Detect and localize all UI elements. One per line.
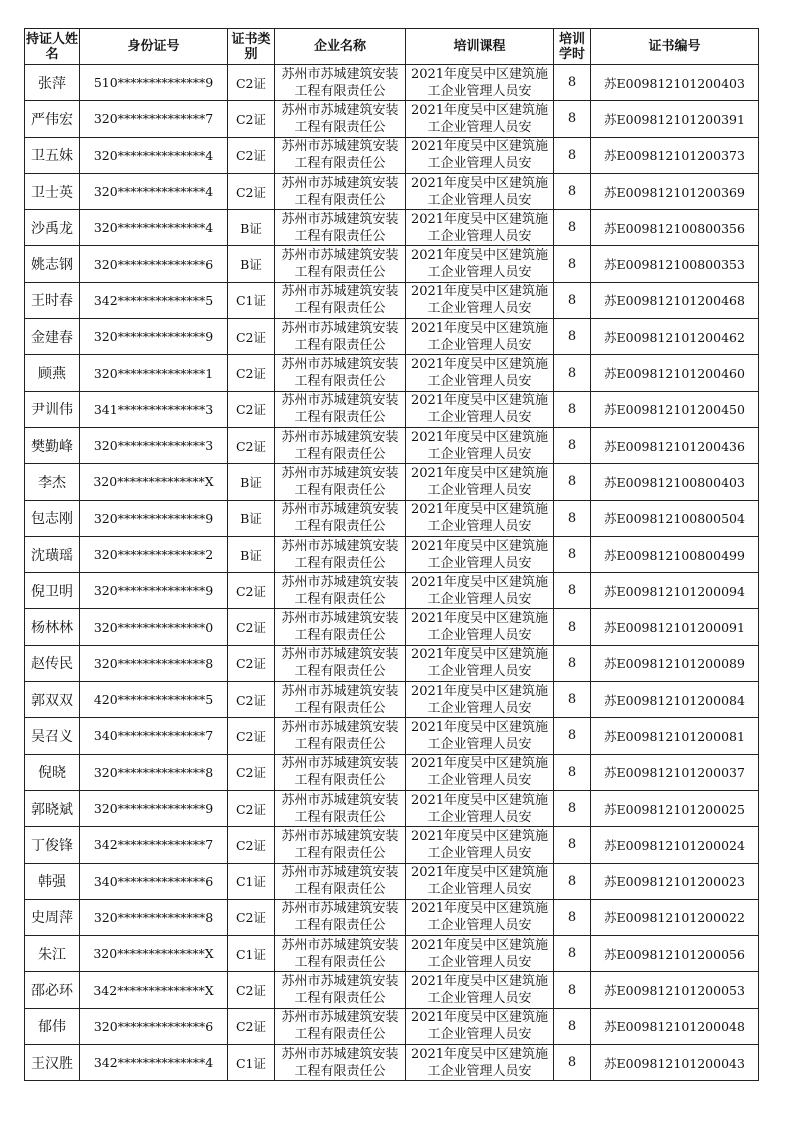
- cell-cert-class: C2证: [228, 718, 275, 754]
- cell-hours: 8: [554, 173, 591, 209]
- company-text: 苏州市苏城建筑安装工程有限责任公: [281, 465, 399, 498]
- table-row: [25, 573, 759, 609]
- cell-hours: 8: [554, 282, 591, 318]
- certificate-table: [24, 28, 759, 1081]
- cell-holder-name: 严伟宏: [25, 101, 80, 137]
- cell-id-number: 320**************9: [80, 500, 228, 536]
- cell-company: [275, 573, 406, 609]
- cell-company: [275, 246, 406, 282]
- cell-cert-number: 苏E009812101200081: [591, 718, 759, 754]
- cell-holder-name: 尹训伟: [25, 391, 80, 427]
- company-text: 苏州市苏城建筑安装工程有限责任公: [281, 429, 399, 462]
- cell-holder-name: 吴召义: [25, 718, 80, 754]
- cell-course: [406, 645, 554, 681]
- cell-holder-name: 赵传民: [25, 645, 80, 681]
- cell-company: [275, 790, 406, 826]
- course-text: 2021年度吴中区建筑施工企业管理人员安: [410, 248, 549, 281]
- cell-id-number: 320**************9: [80, 573, 228, 609]
- table-row: [25, 210, 759, 246]
- cell-company: [275, 899, 406, 935]
- table-row: [25, 899, 759, 935]
- cell-cert-number: 苏E009812101200436: [591, 427, 759, 463]
- cell-holder-name: 樊勤峰: [25, 427, 80, 463]
- cell-course: [406, 1045, 554, 1081]
- cell-company: [275, 536, 406, 572]
- cell-course: [406, 790, 554, 826]
- cell-cert-number: 苏E009812101200403: [591, 65, 759, 101]
- cell-holder-name: 丁俊锋: [25, 827, 80, 863]
- cell-holder-name: 姚志钢: [25, 246, 80, 282]
- cell-cert-class: B证: [228, 464, 275, 500]
- cell-company: [275, 101, 406, 137]
- cell-cert-class: C2证: [228, 972, 275, 1008]
- course-text: 2021年度吴中区建筑施工企业管理人员安: [410, 683, 549, 716]
- company-text: 苏州市苏城建筑安装工程有限责任公: [281, 284, 399, 317]
- cell-cert-number: 苏E009812101200089: [591, 645, 759, 681]
- cell-cert-class: C1证: [228, 863, 275, 899]
- table-row: [25, 282, 759, 318]
- cell-cert-number: 苏E009812101200369: [591, 173, 759, 209]
- table-row: [25, 427, 759, 463]
- course-text: 2021年度吴中区建筑施工企业管理人员安: [410, 320, 549, 353]
- cell-course: [406, 573, 554, 609]
- table-row: [25, 319, 759, 355]
- cell-company: [275, 500, 406, 536]
- cell-hours: 8: [554, 827, 591, 863]
- cell-hours: 8: [554, 609, 591, 645]
- cell-course: [406, 137, 554, 173]
- cell-company: [275, 319, 406, 355]
- table-row: [25, 682, 759, 718]
- cell-cert-number: 苏E009812100800504: [591, 500, 759, 536]
- cell-cert-class: B证: [228, 536, 275, 572]
- cell-company: [275, 173, 406, 209]
- course-text: 2021年度吴中区建筑施工企业管理人员安: [410, 756, 549, 789]
- cell-id-number: 342**************7: [80, 827, 228, 863]
- cell-hours: 8: [554, 972, 591, 1008]
- cell-id-number: 320**************8: [80, 754, 228, 790]
- course-text: 2021年度吴中区建筑施工企业管理人员安: [410, 139, 549, 172]
- cell-company: [275, 210, 406, 246]
- cell-holder-name: 卫五妹: [25, 137, 80, 173]
- cell-hours: 8: [554, 718, 591, 754]
- cell-course: [406, 1008, 554, 1044]
- cell-hours: 8: [554, 645, 591, 681]
- company-text: 苏州市苏城建筑安装工程有限责任公: [281, 719, 399, 752]
- company-text: 苏州市苏城建筑安装工程有限责任公: [281, 139, 399, 172]
- cell-company: [275, 464, 406, 500]
- cell-hours: 8: [554, 101, 591, 137]
- cell-cert-class: C2证: [228, 899, 275, 935]
- cell-holder-name: 李杰: [25, 464, 80, 500]
- header-row: [25, 29, 759, 65]
- cell-id-number: 320**************1: [80, 355, 228, 391]
- cell-id-number: 320**************9: [80, 790, 228, 826]
- header-id-number: 身份证号: [80, 29, 228, 65]
- cell-cert-class: C2证: [228, 65, 275, 101]
- cell-holder-name: 沈璜瑶: [25, 536, 80, 572]
- cell-course: [406, 936, 554, 972]
- cell-hours: 8: [554, 246, 591, 282]
- cell-holder-name: 王汉胜: [25, 1045, 80, 1081]
- cell-company: [275, 863, 406, 899]
- cell-company: [275, 1008, 406, 1044]
- cell-cert-number: 苏E009812101200468: [591, 282, 759, 318]
- cell-hours: 8: [554, 500, 591, 536]
- cell-holder-name: 卫士英: [25, 173, 80, 209]
- cell-id-number: 342**************5: [80, 282, 228, 318]
- course-text: 2021年度吴中区建筑施工企业管理人员安: [410, 901, 549, 934]
- table-row: [25, 790, 759, 826]
- cell-company: [275, 936, 406, 972]
- cell-holder-name: 金建春: [25, 319, 80, 355]
- cell-company: [275, 682, 406, 718]
- table-row: [25, 718, 759, 754]
- cell-cert-number: 苏E009812100800353: [591, 246, 759, 282]
- company-text: 苏州市苏城建筑安装工程有限责任公: [281, 66, 399, 99]
- cell-course: [406, 464, 554, 500]
- cell-cert-class: C2证: [228, 137, 275, 173]
- company-text: 苏州市苏城建筑安装工程有限责任公: [281, 647, 399, 680]
- cell-course: [406, 863, 554, 899]
- cell-company: [275, 754, 406, 790]
- cell-company: [275, 609, 406, 645]
- cell-cert-class: C2证: [228, 573, 275, 609]
- cell-id-number: 420**************5: [80, 682, 228, 718]
- cell-cert-number: 苏E009812101200391: [591, 101, 759, 137]
- course-text: 2021年度吴中区建筑施工企业管理人员安: [410, 1046, 549, 1079]
- header-hours: 培训学时: [554, 29, 591, 65]
- cell-holder-name: 史周萍: [25, 899, 80, 935]
- company-text: 苏州市苏城建筑安装工程有限责任公: [281, 1010, 399, 1043]
- cell-hours: 8: [554, 863, 591, 899]
- header-course: 培训课程: [406, 29, 554, 65]
- table-row: [25, 863, 759, 899]
- cell-course: [406, 609, 554, 645]
- cell-hours: 8: [554, 427, 591, 463]
- cell-course: [406, 536, 554, 572]
- cell-course: [406, 101, 554, 137]
- cell-cert-class: C2证: [228, 391, 275, 427]
- cell-cert-class: C1证: [228, 282, 275, 318]
- cell-company: [275, 355, 406, 391]
- cell-hours: 8: [554, 899, 591, 935]
- cell-id-number: 320**************6: [80, 1008, 228, 1044]
- cell-company: [275, 972, 406, 1008]
- course-text: 2021年度吴中区建筑施工企业管理人员安: [410, 574, 549, 607]
- cell-course: [406, 210, 554, 246]
- cell-hours: 8: [554, 137, 591, 173]
- cell-hours: 8: [554, 464, 591, 500]
- company-text: 苏州市苏城建筑安装工程有限责任公: [281, 611, 399, 644]
- cell-cert-class: C2证: [228, 790, 275, 826]
- cell-company: [275, 282, 406, 318]
- cell-cert-class: C2证: [228, 319, 275, 355]
- cell-holder-name: 王时春: [25, 282, 80, 318]
- cell-hours: 8: [554, 682, 591, 718]
- company-text: 苏州市苏城建筑安装工程有限责任公: [281, 937, 399, 970]
- table-row: [25, 391, 759, 427]
- cell-hours: 8: [554, 355, 591, 391]
- cell-id-number: 320**************8: [80, 899, 228, 935]
- cell-holder-name: 郁伟: [25, 1008, 80, 1044]
- table-row: [25, 355, 759, 391]
- cell-id-number: 320**************4: [80, 137, 228, 173]
- cell-holder-name: 包志刚: [25, 500, 80, 536]
- table-row: [25, 464, 759, 500]
- table-row: [25, 754, 759, 790]
- company-text: 苏州市苏城建筑安装工程有限责任公: [281, 574, 399, 607]
- cell-id-number: 320**************0: [80, 609, 228, 645]
- cell-course: [406, 65, 554, 101]
- cell-id-number: 320**************2: [80, 536, 228, 572]
- cell-company: [275, 645, 406, 681]
- cell-course: [406, 319, 554, 355]
- cell-cert-number: 苏E009812101200025: [591, 790, 759, 826]
- header-company: 企业名称: [275, 29, 406, 65]
- cell-cert-number: 苏E009812101200462: [591, 319, 759, 355]
- cell-cert-class: C2证: [228, 754, 275, 790]
- table-row: [25, 1008, 759, 1044]
- cell-hours: 8: [554, 754, 591, 790]
- cell-cert-class: C2证: [228, 355, 275, 391]
- table-row: [25, 500, 759, 536]
- cell-hours: 8: [554, 1008, 591, 1044]
- table-row: [25, 827, 759, 863]
- cell-holder-name: 郭双双: [25, 682, 80, 718]
- cell-hours: 8: [554, 936, 591, 972]
- cell-hours: 8: [554, 573, 591, 609]
- cell-cert-number: 苏E009812101200023: [591, 863, 759, 899]
- cell-id-number: 320**************4: [80, 173, 228, 209]
- table-row: [25, 645, 759, 681]
- cell-id-number: 340**************7: [80, 718, 228, 754]
- cell-id-number: 320**************9: [80, 319, 228, 355]
- company-text: 苏州市苏城建筑安装工程有限责任公: [281, 538, 399, 571]
- company-text: 苏州市苏城建筑安装工程有限责任公: [281, 320, 399, 353]
- cell-cert-number: 苏E009812101200094: [591, 573, 759, 609]
- course-text: 2021年度吴中区建筑施工企业管理人员安: [410, 284, 549, 317]
- cell-cert-number: 苏E009812101200056: [591, 936, 759, 972]
- table-row: [25, 101, 759, 137]
- course-text: 2021年度吴中区建筑施工企业管理人员安: [410, 357, 549, 390]
- cell-company: [275, 1045, 406, 1081]
- table-row: [25, 609, 759, 645]
- cell-course: [406, 500, 554, 536]
- cell-hours: 8: [554, 391, 591, 427]
- table-row: [25, 936, 759, 972]
- cell-cert-number: 苏E009812101200022: [591, 899, 759, 935]
- cell-cert-class: C2证: [228, 682, 275, 718]
- cell-course: [406, 754, 554, 790]
- company-text: 苏州市苏城建筑安装工程有限责任公: [281, 357, 399, 390]
- cell-cert-number: 苏E009812101200450: [591, 391, 759, 427]
- course-text: 2021年度吴中区建筑施工企业管理人员安: [410, 865, 549, 898]
- cell-cert-class: B证: [228, 500, 275, 536]
- course-text: 2021年度吴中区建筑施工企业管理人员安: [410, 465, 549, 498]
- cell-cert-number: 苏E009812100800403: [591, 464, 759, 500]
- cell-course: [406, 899, 554, 935]
- cell-holder-name: 韩强: [25, 863, 80, 899]
- company-text: 苏州市苏城建筑安装工程有限责任公: [281, 393, 399, 426]
- cell-cert-number: 苏E009812100800499: [591, 536, 759, 572]
- course-text: 2021年度吴中区建筑施工企业管理人员安: [410, 719, 549, 752]
- company-text: 苏州市苏城建筑安装工程有限责任公: [281, 974, 399, 1007]
- cell-holder-name: 朱江: [25, 936, 80, 972]
- cell-id-number: 320**************X: [80, 464, 228, 500]
- cell-course: [406, 282, 554, 318]
- cell-id-number: 320**************3: [80, 427, 228, 463]
- company-text: 苏州市苏城建筑安装工程有限责任公: [281, 175, 399, 208]
- table-row: [25, 536, 759, 572]
- cell-company: [275, 427, 406, 463]
- course-text: 2021年度吴中区建筑施工企业管理人员安: [410, 828, 549, 861]
- table-row: [25, 1045, 759, 1081]
- company-text: 苏州市苏城建筑安装工程有限责任公: [281, 1046, 399, 1079]
- course-text: 2021年度吴中区建筑施工企业管理人员安: [410, 211, 549, 244]
- table-row: [25, 246, 759, 282]
- cell-course: [406, 391, 554, 427]
- cell-course: [406, 682, 554, 718]
- cell-hours: 8: [554, 319, 591, 355]
- course-text: 2021年度吴中区建筑施工企业管理人员安: [410, 1010, 549, 1043]
- course-text: 2021年度吴中区建筑施工企业管理人员安: [410, 66, 549, 99]
- course-text: 2021年度吴中区建筑施工企业管理人员安: [410, 792, 549, 825]
- cell-cert-class: C2证: [228, 1008, 275, 1044]
- cell-cert-class: B证: [228, 246, 275, 282]
- course-text: 2021年度吴中区建筑施工企业管理人员安: [410, 538, 549, 571]
- company-text: 苏州市苏城建筑安装工程有限责任公: [281, 756, 399, 789]
- cell-course: [406, 173, 554, 209]
- cell-holder-name: 杨林林: [25, 609, 80, 645]
- course-text: 2021年度吴中区建筑施工企业管理人员安: [410, 175, 549, 208]
- cell-course: [406, 355, 554, 391]
- course-text: 2021年度吴中区建筑施工企业管理人员安: [410, 393, 549, 426]
- company-text: 苏州市苏城建筑安装工程有限责任公: [281, 792, 399, 825]
- company-text: 苏州市苏城建筑安装工程有限责任公: [281, 248, 399, 281]
- company-text: 苏州市苏城建筑安装工程有限责任公: [281, 211, 399, 244]
- cell-course: [406, 972, 554, 1008]
- cell-holder-name: 张萍: [25, 65, 80, 101]
- cell-id-number: 320**************7: [80, 101, 228, 137]
- cell-holder-name: 顾燕: [25, 355, 80, 391]
- cell-cert-number: 苏E009812101200024: [591, 827, 759, 863]
- course-text: 2021年度吴中区建筑施工企业管理人员安: [410, 974, 549, 1007]
- cell-company: [275, 718, 406, 754]
- course-text: 2021年度吴中区建筑施工企业管理人员安: [410, 647, 549, 680]
- cell-hours: 8: [554, 790, 591, 826]
- company-text: 苏州市苏城建筑安装工程有限责任公: [281, 828, 399, 861]
- cell-cert-class: C2证: [228, 645, 275, 681]
- cell-holder-name: 倪卫明: [25, 573, 80, 609]
- cell-course: [406, 427, 554, 463]
- cell-id-number: 320**************X: [80, 936, 228, 972]
- cell-cert-class: C1证: [228, 936, 275, 972]
- cell-cert-number: 苏E009812101200373: [591, 137, 759, 173]
- cell-cert-class: C2证: [228, 827, 275, 863]
- company-text: 苏州市苏城建筑安装工程有限责任公: [281, 865, 399, 898]
- cell-cert-class: B证: [228, 210, 275, 246]
- cell-cert-number: 苏E009812101200084: [591, 682, 759, 718]
- cell-id-number: 320**************6: [80, 246, 228, 282]
- cell-cert-number: 苏E009812101200043: [591, 1045, 759, 1081]
- cell-cert-class: C2证: [228, 101, 275, 137]
- course-text: 2021年度吴中区建筑施工企业管理人员安: [410, 502, 549, 535]
- table-row: [25, 137, 759, 173]
- cell-holder-name: 郭晓斌: [25, 790, 80, 826]
- company-text: 苏州市苏城建筑安装工程有限责任公: [281, 901, 399, 934]
- cell-id-number: 340**************6: [80, 863, 228, 899]
- cell-holder-name: 沙禹龙: [25, 210, 80, 246]
- header-holder-name: 持证人姓名: [25, 29, 80, 65]
- cell-id-number: 320**************8: [80, 645, 228, 681]
- cell-company: [275, 827, 406, 863]
- company-text: 苏州市苏城建筑安装工程有限责任公: [281, 683, 399, 716]
- cell-company: [275, 391, 406, 427]
- cell-cert-class: C2证: [228, 609, 275, 645]
- table-row: [25, 972, 759, 1008]
- table-row: [25, 173, 759, 209]
- cell-cert-number: 苏E009812101200053: [591, 972, 759, 1008]
- cell-company: [275, 137, 406, 173]
- cell-cert-number: 苏E009812101200091: [591, 609, 759, 645]
- cell-cert-number: 苏E009812101200037: [591, 754, 759, 790]
- table-row: [25, 65, 759, 101]
- cell-course: [406, 827, 554, 863]
- header-cert-class: 证书类别: [228, 29, 275, 65]
- header-cert-number: 证书编号: [591, 29, 759, 65]
- cell-id-number: 510**************9: [80, 65, 228, 101]
- course-text: 2021年度吴中区建筑施工企业管理人员安: [410, 611, 549, 644]
- cell-cert-number: 苏E009812100800356: [591, 210, 759, 246]
- cell-hours: 8: [554, 1045, 591, 1081]
- cell-id-number: 341**************3: [80, 391, 228, 427]
- cell-id-number: 320**************4: [80, 210, 228, 246]
- company-text: 苏州市苏城建筑安装工程有限责任公: [281, 102, 399, 135]
- cell-id-number: 342**************X: [80, 972, 228, 1008]
- cell-course: [406, 718, 554, 754]
- cell-holder-name: 倪晓: [25, 754, 80, 790]
- cell-id-number: 342**************4: [80, 1045, 228, 1081]
- cell-cert-class: C2证: [228, 173, 275, 209]
- cell-company: [275, 65, 406, 101]
- course-text: 2021年度吴中区建筑施工企业管理人员安: [410, 937, 549, 970]
- cell-hours: 8: [554, 210, 591, 246]
- course-text: 2021年度吴中区建筑施工企业管理人员安: [410, 429, 549, 462]
- cell-cert-number: 苏E009812101200460: [591, 355, 759, 391]
- cell-cert-class: C2证: [228, 427, 275, 463]
- cell-hours: 8: [554, 536, 591, 572]
- company-text: 苏州市苏城建筑安装工程有限责任公: [281, 502, 399, 535]
- cell-hours: 8: [554, 65, 591, 101]
- cell-course: [406, 246, 554, 282]
- cell-cert-class: C1证: [228, 1045, 275, 1081]
- course-text: 2021年度吴中区建筑施工企业管理人员安: [410, 102, 549, 135]
- cell-cert-number: 苏E009812101200048: [591, 1008, 759, 1044]
- cell-holder-name: 邵必环: [25, 972, 80, 1008]
